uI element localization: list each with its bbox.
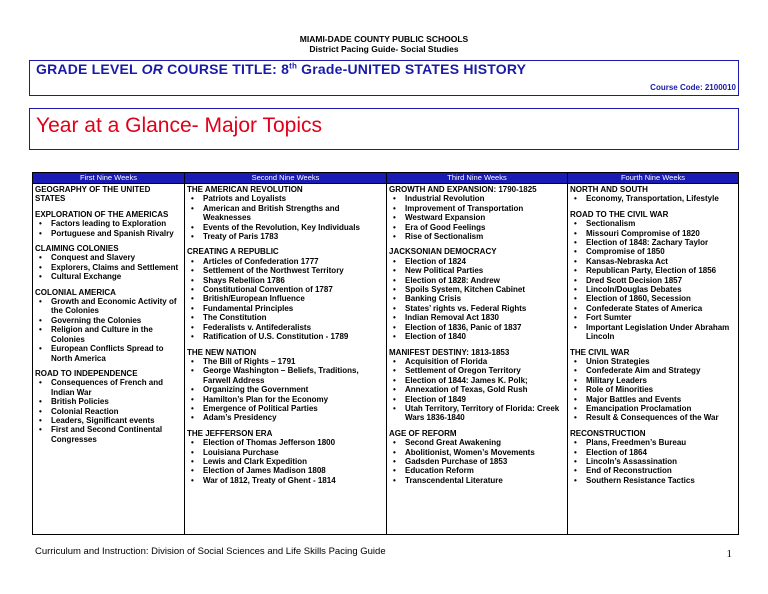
topic-item: • Leaders, Significant events [51,416,182,425]
topic-item: • Kansas-Nebraska Act [586,257,736,266]
topic-item: • Confederate Aim and Strategy [586,366,736,375]
topic-item: • Election of James Madison 1808 [203,466,384,475]
topic-section [187,429,384,485]
topic-item: • Result & Consequences of the War [586,413,736,422]
topic-item: • The Constitution [203,313,384,322]
topic-section [187,185,384,241]
topic-item: • British/European Influence [203,294,384,303]
topic-section [389,429,565,485]
banner-title: Year at a Glance- Major Topics [36,114,322,137]
page-number: 1 [726,548,732,560]
quarter-topics-cell [387,184,568,535]
topic-item: • American and British Strengths and Weaknesses [203,204,384,223]
topic-item: • Confederate States of America [586,304,736,313]
topic-list [570,219,736,341]
topic-item: • Annexation of Texas, Gold Rush [405,385,565,394]
topic-item: • Missouri Compromise of 1820 [586,229,736,238]
topic-item: • Compromise of 1850 [586,247,736,256]
topic-item: • Era of Good Feelings [405,223,565,232]
topic-item: • Rise of Sectionalism [405,232,565,241]
course-code: Course Code: 2100010 [650,83,736,92]
topic-item: • Important Legislation Under Abraham Lincoln [586,323,736,342]
topic-section [570,210,736,342]
topic-list [35,378,182,444]
topic-section [389,348,565,423]
topic-item: • Utah Territory, Territory of Florida: Creek Wars 1836-1840 [405,404,565,423]
topic-list [35,297,182,363]
topic-item: • Colonial Reaction [51,407,182,416]
topic-section [35,369,182,444]
topic-list [187,194,384,241]
topic-item: • Election of 1860, Secession [586,294,736,303]
topic-item: • Portuguese and Spanish Rivalry [51,229,182,238]
topic-item: • Fundamental Principles [203,304,384,313]
topic-item: • Growth and Economic Activity of the Colonies [51,297,182,316]
topic-section [389,247,565,341]
section-heading: THE AMERICAN REVOLUTION [187,185,303,194]
course-title: GRADE LEVEL OR COURSE TITLE: 8th Grade-UNITED STATES HISTORY [36,61,527,77]
topic-item: • Consequences of French and Indian War [51,378,182,397]
topic-item: • Lincoln’s Assassination [586,457,736,466]
topic-item: • Fort Sumter [586,313,736,322]
topic-section [35,244,182,282]
topic-section [35,210,182,238]
topic-item: • Role of Minorities [586,385,736,394]
topic-item: • New Political Parties [405,266,565,275]
topic-item: • Federalists v. Antifederalists [203,323,384,332]
topic-section [570,429,736,485]
section-heading: THE NEW NATION [187,347,257,357]
topic-item: • Articles of Confederation 1777 [203,257,384,266]
section-heading: RECONSTRUCTION [570,428,646,438]
topic-section [570,348,736,423]
quarter-header: First Nine Weeks [33,173,185,184]
topic-item: • Economy, Transportation, Lifestyle [586,194,736,203]
topic-item: • Spoils System, Kitchen Cabinet [405,285,565,294]
topic-item: • Constitutional Convention of 1787 [203,285,384,294]
topic-item: • Banking Crisis [405,294,565,303]
topic-list [187,257,384,342]
section-heading: GEOGRAPHY OF THE UNITED STATES [35,185,151,204]
topic-item: • Emancipation Proclamation [586,404,736,413]
topic-item: • Election of 1828: Andrew [405,276,565,285]
topic-item: • Hamilton’s Plan for the Economy [203,395,384,404]
topic-item: • Ratification of U.S. Constitution - 1789 [203,332,384,341]
topic-item: • Patriots and Loyalists [203,194,384,203]
section-heading: EXPLORATION OF THE AMERICAS [35,209,169,219]
section-heading: THE JEFFERSON ERA [187,428,273,438]
section-heading: GROWTH AND EXPANSION: 1790-1825 [389,185,537,194]
topic-item: • States’ rights vs. Federal Rights [405,304,565,313]
topic-item: • Louisiana Purchase [203,448,384,457]
topic-list [187,438,384,485]
topic-item: • Shays Rebellion 1786 [203,276,384,285]
quarter-header: Fourth Nine Weeks [568,173,739,184]
section-heading: ROAD TO THE CIVIL WAR [570,209,669,219]
topic-item: • Acquisition of Florida [405,357,565,366]
section-heading: COLONIAL AMERICA [35,287,116,297]
topic-item: • Governing the Colonies [51,316,182,325]
district-name: MIAMI-DADE COUNTY PUBLIC SCHOOLS [299,34,469,44]
topic-item: • Events of the Revolution, Key Individuals [203,223,384,232]
topic-item: • Sectionalism [586,219,736,228]
topic-item: • Emergence of Political Parties [203,404,384,413]
topic-item: • The Bill of Rights – 1791 [203,357,384,366]
topic-item: • Election of 1836, Panic of 1837 [405,323,565,332]
topic-item: • George Washington – Beliefs, Traditions, Farwell Address [203,366,384,385]
topic-item: • Election of 1840 [405,332,565,341]
topic-item: • Plans, Freedmen’s Bureau [586,438,736,447]
topic-item: • Second Great Awakening [405,438,565,447]
topic-item: • Dred Scott Decision 1857 [586,276,736,285]
topic-item: • European Conflicts Spread to North America [51,344,182,363]
topic-item: • Settlement of the Northwest Territory [203,266,384,275]
topic-item: • Explorers, Claims and Settlement [51,263,182,272]
topic-item: • Adam’s Presidency [203,413,384,422]
topic-section [570,185,736,204]
topic-item: • Gadsden Purchase of 1853 [405,457,565,466]
course-title-bar [29,60,739,96]
section-heading: THE CIVIL WAR [570,347,630,357]
section-heading: ROAD TO INDEPENDENCE [35,368,138,378]
quarter-topics-cell [33,184,185,535]
topic-item: • Election of 1824 [405,257,565,266]
topic-item: • End of Reconstruction [586,466,736,475]
topic-list [570,194,736,203]
topic-list [187,357,384,423]
section-heading: MANIFEST DESTINY: 1813-1853 [389,347,510,357]
topic-section [187,348,384,423]
topic-item: • Industrial Revolution [405,194,565,203]
topic-item: • Election of Thomas Jefferson 1800 [203,438,384,447]
topic-item: • Transcendental Literature [405,476,565,485]
topic-list [389,257,565,342]
topic-item: • Election of 1864 [586,448,736,457]
topic-list [389,357,565,423]
document-subtitle: District Pacing Guide- Social Studies [309,44,459,54]
quarter-topics-cell [568,184,739,535]
topic-section [35,185,182,204]
topic-item: • Election of 1848: Zachary Taylor [586,238,736,247]
topic-list [389,438,565,485]
quarter-header-row [33,173,739,184]
topic-item: • Improvement of Transportation [405,204,565,213]
topic-section [389,185,565,241]
section-heading: CLAIMING COLONIES [35,244,119,254]
pacing-table [32,172,739,535]
topic-item: • Lincoln/Douglas Debates [586,285,736,294]
topic-list [35,253,182,281]
topic-item: • Factors leading to Exploration [51,219,182,228]
topic-item: • Republican Party, Election of 1856 [586,266,736,275]
topic-item: • Election of 1849 [405,395,565,404]
topic-item: • Indian Removal Act 1830 [405,313,565,322]
topic-item: • Union Strategies [586,357,736,366]
topic-item: • Election of 1844: James K. Polk; [405,376,565,385]
topic-item: • Organizing the Government [203,385,384,394]
topic-list [570,438,736,485]
topic-item: • Southern Resistance Tactics [586,476,736,485]
topic-item: • Westward Expansion [405,213,565,222]
topic-section [35,288,182,363]
topic-list [389,194,565,241]
topic-item: • Lewis and Clark Expedition [203,457,384,466]
section-heading: JACKSONIAN DEMOCRACY [389,247,497,257]
quarter-header: Second Nine Weeks [185,173,387,184]
topic-item: • Abolitionist, Women’s Movements [405,448,565,457]
topic-item: • War of 1812, Treaty of Ghent - 1814 [203,476,384,485]
topic-item: • Cultural Exchange [51,272,182,281]
section-heading: AGE OF REFORM [389,428,457,438]
section-heading: NORTH AND SOUTH [570,185,648,194]
topic-item: • Military Leaders [586,376,736,385]
topic-item: • Religion and Culture in the Colonies [51,325,182,344]
footer-text: Curriculum and Instruction: Division of Social Sciences and Life Skills Pacing Guide [35,546,386,557]
quarter-header: Third Nine Weeks [387,173,568,184]
topic-item: • Treaty of Paris 1783 [203,232,384,241]
topic-item: • Major Battles and Events [586,395,736,404]
topic-list [570,357,736,423]
topic-item: • Settlement of Oregon Territory [405,366,565,375]
section-heading: CREATING A REPUBLIC [187,247,279,257]
quarter-topics-cell [185,184,387,535]
topics-row [33,184,739,535]
topic-item: • British Policies [51,397,182,406]
topic-item: • Conquest and Slavery [51,253,182,262]
topic-item: • Education Reform [405,466,565,475]
year-at-a-glance-banner [29,108,739,150]
topic-section [187,247,384,341]
topic-item: • First and Second Continental Congresses [51,425,182,444]
topic-list [35,219,182,238]
